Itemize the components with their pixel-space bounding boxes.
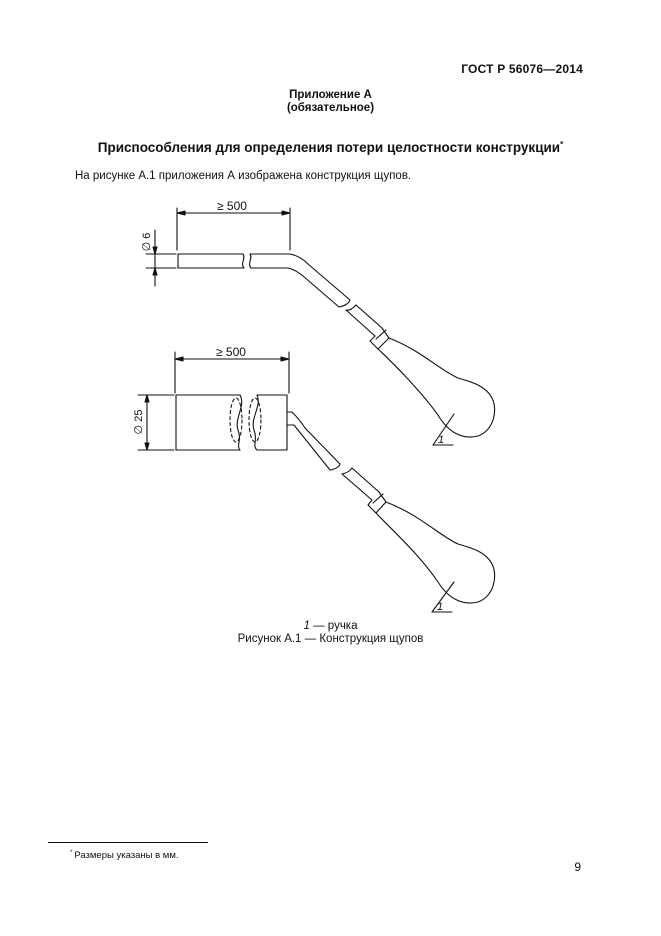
annex-title: Приложение А	[289, 89, 372, 101]
probe-bottom-diameter-label: ∅ 25	[133, 409, 145, 435]
legend-number: 1	[303, 620, 310, 632]
section-title-text: Приспособления для определения потери целостности конструкции	[97, 140, 561, 155]
footnote-mark: *	[70, 850, 73, 856]
footnote-divider	[48, 842, 208, 843]
footnote	[70, 850, 179, 861]
standard-designation: ГОСТ Р 56076—2014	[461, 62, 583, 76]
probe-bottom-callout: 1	[436, 601, 444, 613]
probe-bottom-drawing	[138, 352, 495, 612]
probe-bottom-length-label: ≥ 500	[216, 345, 246, 359]
probe-top-length-label: ≥ 500	[217, 199, 247, 213]
figure-caption: Рисунок А.1 — Конструкция щупов	[237, 633, 424, 645]
intro-paragraph: На рисунке А.1 приложения А изображена конструкция щупов.	[75, 170, 412, 182]
footnote-text: Размеры указаны в мм.	[74, 850, 179, 861]
annex-status: (обязательное)	[286, 102, 375, 114]
probe-top-diameter-label: ∅ 6	[141, 232, 153, 252]
page-number: 9	[574, 860, 581, 874]
legend-text: — ручка	[309, 620, 358, 632]
section-footnote-mark: *	[560, 140, 564, 149]
probe-top-callout: 1	[437, 434, 445, 446]
probe-top-drawing	[146, 208, 495, 445]
figure-legend	[0, 620, 661, 632]
